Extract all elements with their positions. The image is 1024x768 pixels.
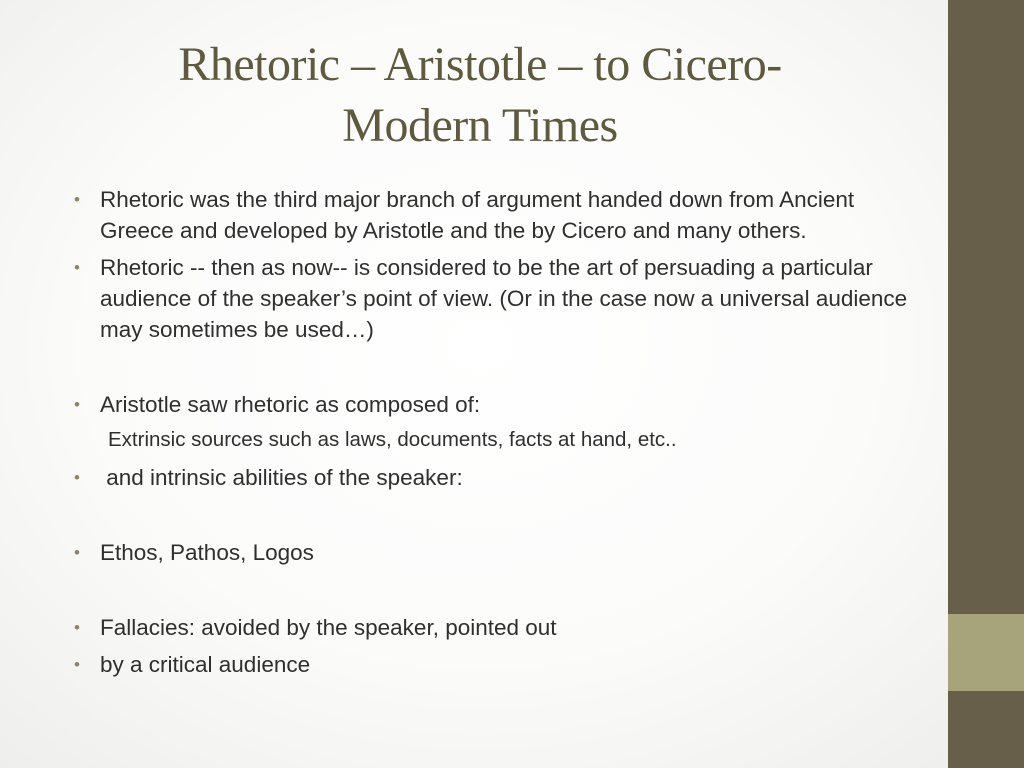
bullet-item [74,537,934,568]
bullet-text: Ethos, Pathos, Logos [100,540,314,565]
bullet-text: Aristotle saw rhetoric as composed of: [100,392,481,417]
bullet-item [74,389,934,420]
side-bar-accent [948,614,1024,691]
bullet-icon: • [74,655,80,674]
bullet-item [74,462,934,493]
bullet-item [74,252,934,345]
slide-body [74,184,934,680]
bullet-text: Fallacies: avoided by the speaker, pointed out [100,615,557,640]
bullet-text: by a critical audience [100,652,311,677]
bullet-item [74,649,934,680]
bullet-icon: • [74,618,80,637]
bullet-icon: • [74,395,80,414]
slide-title [60,34,900,156]
bullet-text: and intrinsic abilities of the speaker: [100,465,463,490]
bullet-icon: • [74,468,80,487]
bullet-item [74,184,934,246]
title-line-1: Rhetoric – Aristotle – to Cicero- [178,38,782,91]
bullet-text: Rhetoric -- then as now-- is considered to be the art of persuading a particular audience of the speaker’s point of view. (Or in the case now a universal audience may sometimes be used…) [100,255,908,342]
bullet-icon: • [74,190,80,209]
bullet-icon: • [74,258,80,277]
bullet-item [74,612,934,643]
bullet-icon: • [74,543,80,562]
title-line-2: Modern Times [342,99,618,152]
bullet-text: Rhetoric was the third major branch of argument handed down from Ancient Greece and developed by Aristotle and the by Cicero and many others. [100,187,855,243]
sub-item-text: Extrinsic sources such as laws, documents, facts at hand, etc.. [108,428,677,451]
